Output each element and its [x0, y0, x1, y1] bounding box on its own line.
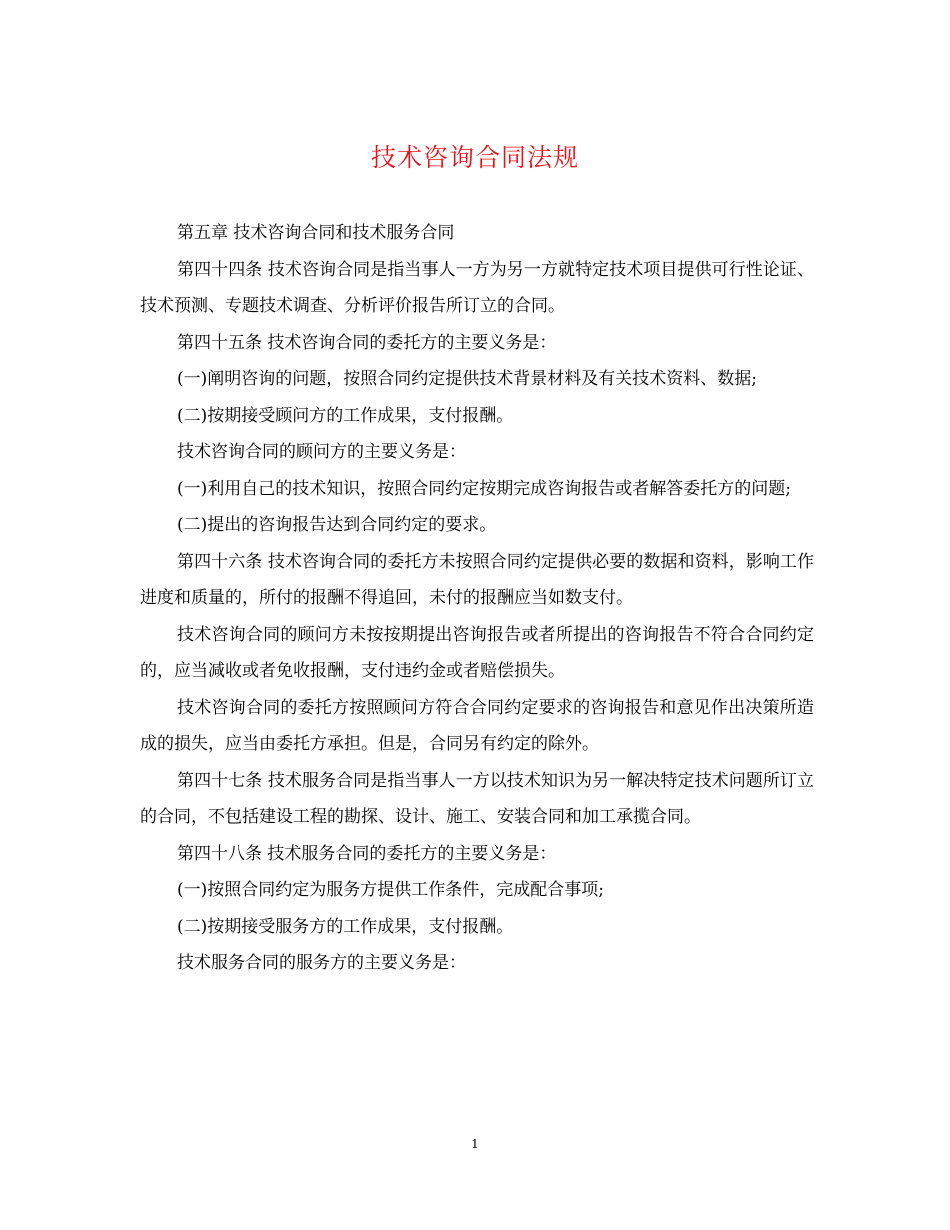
paragraph: 第四十八条 技术服务合同的委托方的主要义务是：: [177, 843, 557, 864]
document-body: [140, 215, 814, 982]
document-title: 技术咨询合同法规: [370, 143, 579, 172]
paragraph: 第四十六条 技术咨询合同的委托方未按照合同约定提供必要的数据和资料，影响工作进度和质量的，所付的报酬不得追回，未付的报酬应当如数支付。: [140, 551, 814, 608]
paragraph: (一)阐明咨询的问题，按照合同约定提供技术背景材料及有关技术资料、数据;: [177, 369, 757, 389]
paragraph: (一)利用自己的技术知识，按照合同约定按期完成咨询报告或者解答委托方的问题;: [177, 478, 791, 499]
paragraph: (二)提出的咨询报告达到合同约定的要求。: [177, 515, 497, 535]
paragraph: (二)按期接受服务方的工作成果，支付报酬。: [177, 916, 514, 937]
paragraph: 技术咨询合同的顾问方未按按期提出咨询报告或者所提出的咨询报告不符合合同约定的，应当减收或者免收报酬，支付违约金或者赔偿损失。: [140, 624, 814, 681]
paragraph: (一)按照合同约定为服务方提供工作条件，完成配合事项;: [177, 880, 604, 900]
page-number: 1: [471, 1137, 479, 1151]
paragraph: 技术服务合同的服务方的主要义务是：: [177, 953, 466, 973]
paragraph: 技术咨询合同的顾问方的主要义务是：: [177, 442, 466, 462]
chapter-heading: 第五章 技术咨询合同和技术服务合同: [177, 223, 455, 243]
paragraph: 第四十七条 技术服务合同是指当事人一方以技术知识为另一解决特定技术问题所订立的合同，不包括建设工程的勘探、设计、施工、安装合同和加工承揽合同。: [140, 770, 814, 827]
paragraph: 技术咨询合同的委托方按照顾问方符合合同约定要求的咨询报告和意见作出决策所造成的损失，应当由委托方承担。但是，合同另有约定的除外。: [140, 697, 814, 754]
paragraph: 第四十五条 技术咨询合同的委托方的主要义务是：: [177, 332, 557, 353]
paragraph: 第四十四条 技术咨询合同是指当事人一方为另一方就特定技术项目提供可行性论证、技术预测、专题技术调查、分析评价报告所订立的合同。: [140, 259, 814, 316]
paragraph: (二)按期接受顾问方的工作成果，支付报酬。: [177, 405, 514, 426]
